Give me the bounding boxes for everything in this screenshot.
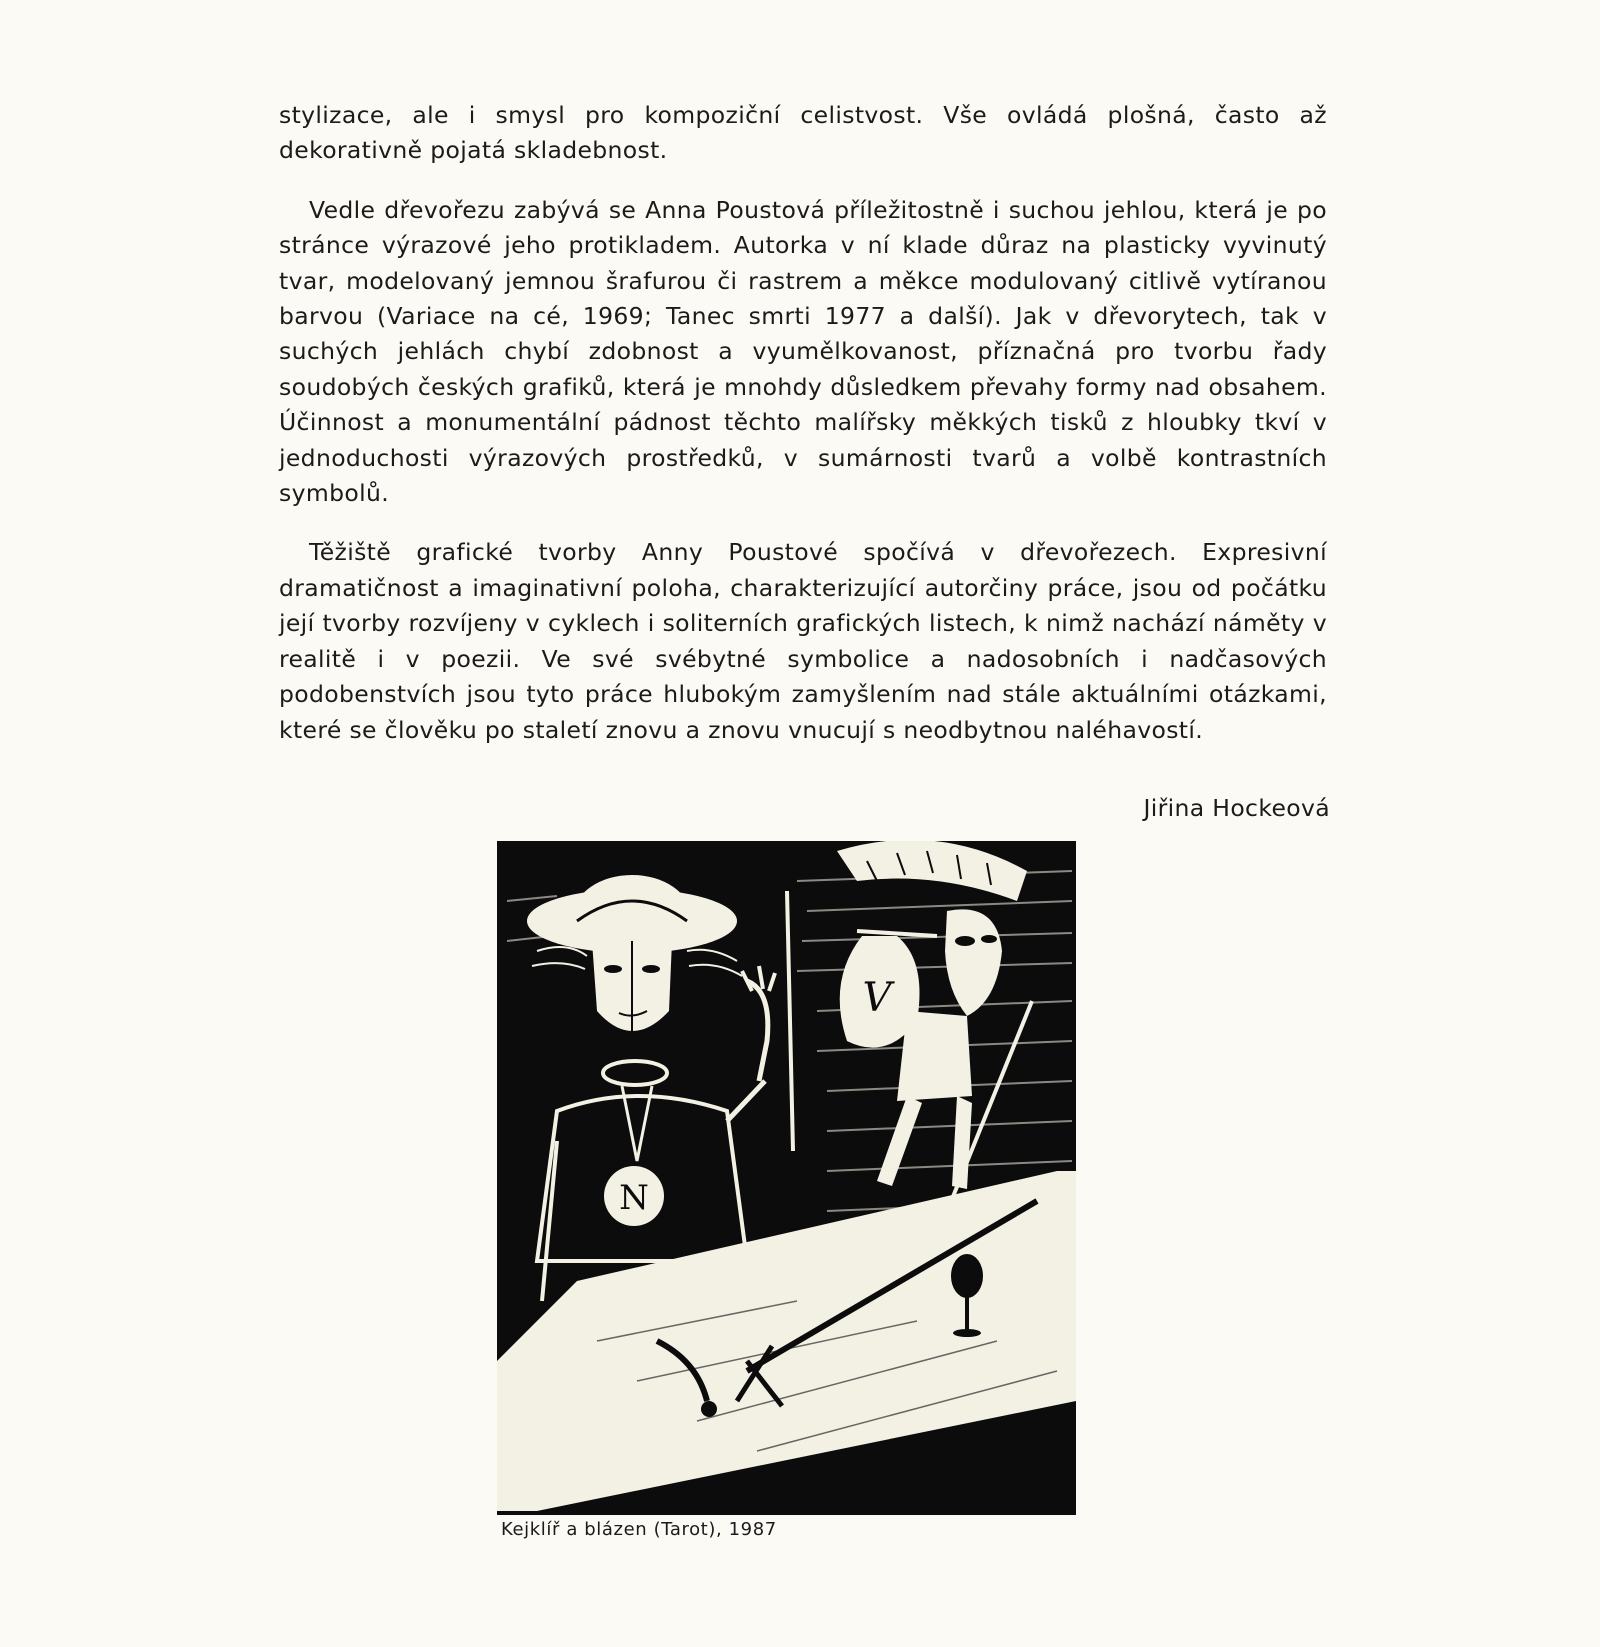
paragraph-2: Vedle dřevořezu zabývá se Anna Poustová příležitostně i suchou jehlou, která je po stránce výrazové jeho protikladem. Autorka v ní klade důraz na plasticky vyvinutý tvar, modelovaný jemnou šrafurou či rastrem a měkce modulovaný citlivě vytíranou barvou (Variace na cé, 1969; Tanec smrti 1977 a další). Jak v dřevorytech, tak v suchých jehlách chybí zdobnost a vyumělkovanost, příznačná pro tvorbu řady soudobých českých grafiků, která je mnohdy důsledkem převahy formy nad obsahem. Účinnost a monumentální pádnost těchto malířsky měkkých tisků z hloubky tkví v jednoduchosti výrazových prostředků, v sumárnosti tvarů a volbě kontrastních symbolů. bbox=[279, 195, 1327, 508]
bag-letter: V bbox=[862, 975, 892, 1021]
medallion-letter: N bbox=[619, 1178, 649, 1218]
paragraph-1: stylizace, ale i smysl pro kompoziční celistvost. Vše ovládá plošná, často až dekorativně pojatá skladebnost. bbox=[279, 101, 1327, 165]
paragraph-3: Těžiště grafické tvorby Anny Poustové spočívá v dřevořezech. Expresivní dramatičnost a imaginativní poloha, charakterizující autorčiny práce, jsou od počátku její tvorby rozvíjeny v cyklech i soliterních grafických listech, k nimž nachází náměty v realitě i v poezii. Ve své svébytné symbolice a nadosobních i nadčasových podobenstvích jsou tyto práce hlubokým zamyšlením nad stále aktuálními otázkami, které se člověku po staletí znovu a znovu vnucují s neodbytnou naléhavostí. bbox=[279, 538, 1327, 744]
table bbox=[497, 1171, 1076, 1511]
woodcut-illustration bbox=[497, 841, 1076, 1515]
article-text bbox=[279, 98, 1327, 772]
juggler-figure bbox=[527, 875, 793, 1301]
illustration-caption: Kejklíř a blázen (Tarot), 1987 bbox=[501, 1519, 777, 1540]
author-signature: Jiřina Hockeová bbox=[1143, 794, 1330, 822]
woodcut-image bbox=[497, 841, 1076, 1515]
